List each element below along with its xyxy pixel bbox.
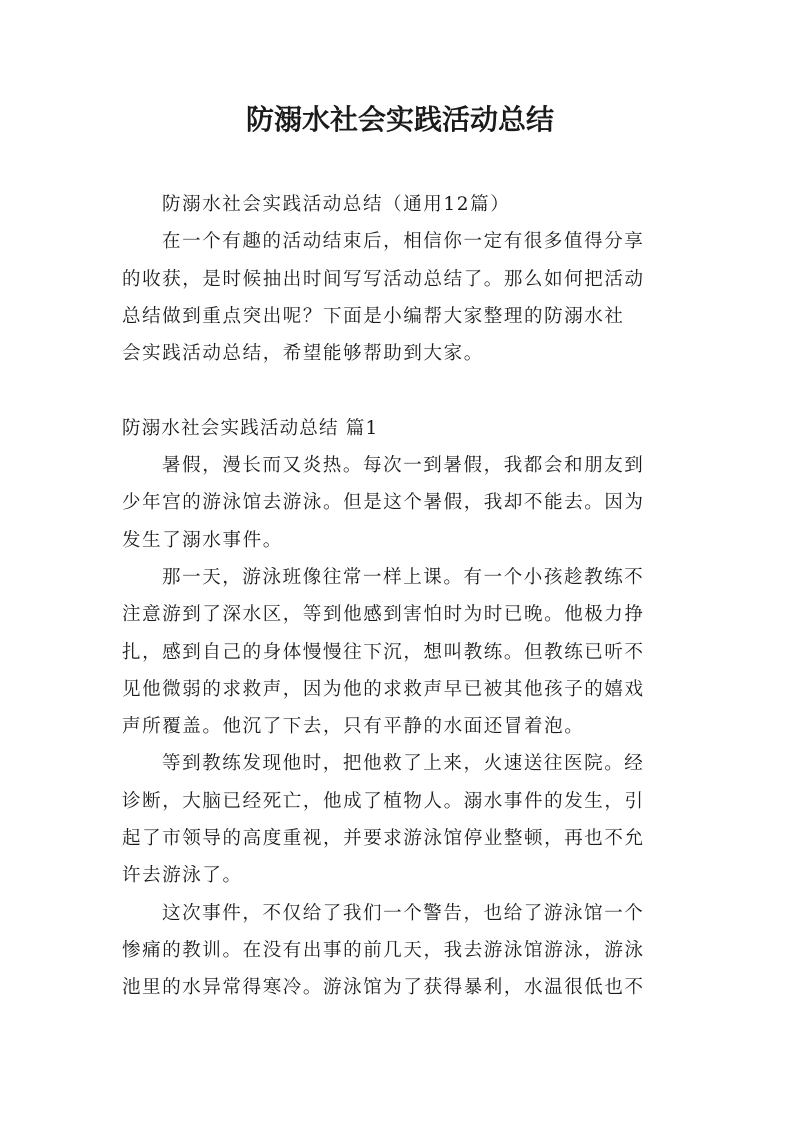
body-line: 惨痛的教训。在没有出事的前几天，我去游泳馆游泳，游泳 bbox=[122, 939, 645, 961]
body-line: 这次事件，不仅给了我们一个警告，也给了游泳馆一个 bbox=[162, 902, 645, 924]
intro-line: 的收获，是时候抽出时间写写活动总结了。那么如何把活动 bbox=[122, 268, 645, 290]
body-line: 注意游到了深水区，等到他感到害怕时为时已晚。他极力挣 bbox=[122, 604, 645, 626]
body-line: 扎，感到自己的身体慢慢往下沉，想叫教练。但教练已听不 bbox=[122, 641, 645, 663]
body-line: 许去游泳了。 bbox=[122, 865, 243, 887]
section-heading: 防溺水社会实践活动总结 篇1 bbox=[122, 417, 379, 439]
intro-line: 会实践活动总结，希望能够帮助到大家。 bbox=[122, 343, 484, 365]
paragraph-spacer bbox=[122, 372, 682, 409]
body-line: 声所覆盖。他沉了下去，只有平静的水面还冒着泡。 bbox=[122, 716, 585, 738]
body-line: 诊断，大脑已经死亡，他成了植物人。溺水事件的发生，引 bbox=[122, 790, 645, 812]
body-line: 见他微弱的求救声，因为他的求救声早已被其他孩子的嬉戏 bbox=[122, 678, 645, 700]
intro-line: 总结做到重点突出呢？下面是小编帮大家整理的防溺水社 bbox=[122, 305, 625, 327]
intro-line: 在一个有趣的活动结束后，相信你一定有很多值得分享 bbox=[162, 231, 645, 253]
document-title: 防溺水社会实践活动总结 bbox=[245, 103, 554, 136]
body-line: 等到教练发现他时，把他救了上来，火速送往医院。经 bbox=[162, 753, 645, 775]
body-line: 起了市领导的高度重视，并要求游泳馆停业整顿，再也不允 bbox=[122, 828, 645, 850]
body-line: 发生了溺水事件。 bbox=[122, 529, 283, 551]
body-line: 少年宫的游泳馆去游泳。但是这个暑假，我却不能去。因为 bbox=[122, 492, 645, 514]
body-line: 那一天，游泳班像往常一样上课。有一个小孩趁教练不 bbox=[162, 566, 645, 588]
body-line: 暑假，漫长而又炎热。每次一到暑假，我都会和朋友到 bbox=[162, 455, 645, 477]
body-line: 池里的水异常得寒冷。游泳馆为了获得暴利，水温很低也不 bbox=[122, 977, 645, 999]
document-subtitle: 防溺水社会实践活动总结（通用12篇） bbox=[162, 194, 511, 215]
document-body bbox=[122, 186, 682, 1007]
